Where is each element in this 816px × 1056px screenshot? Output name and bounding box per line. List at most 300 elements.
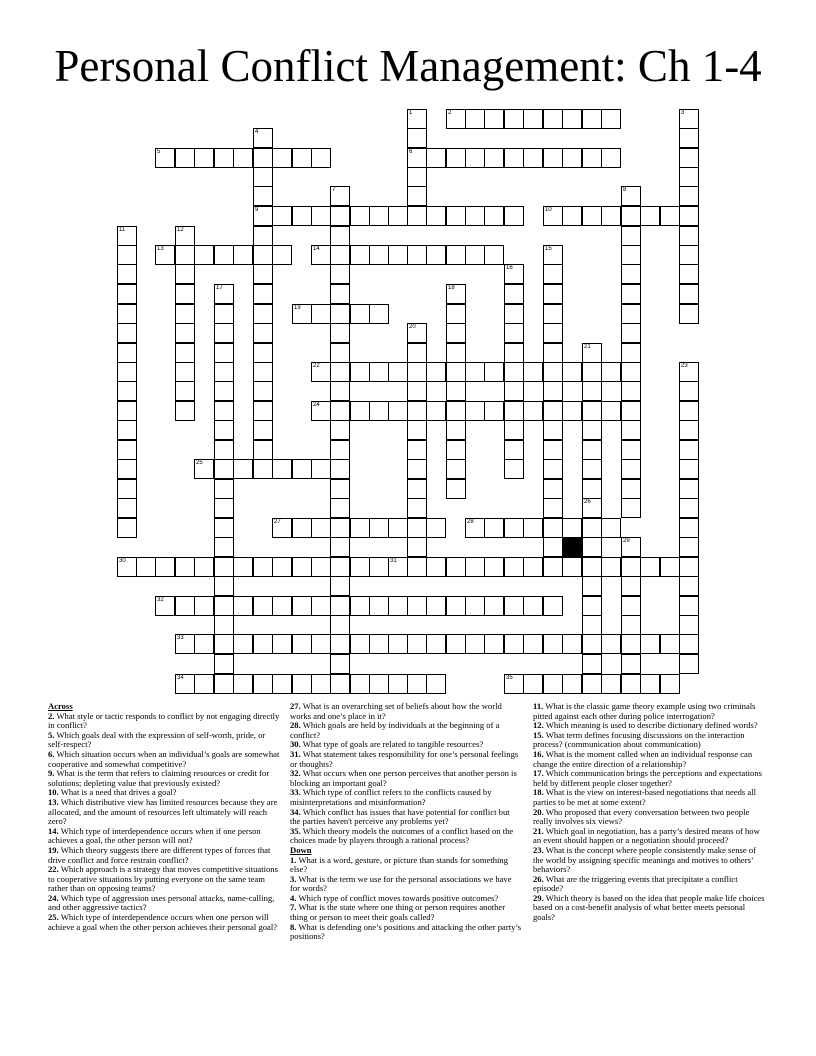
- grid-cell[interactable]: [621, 226, 641, 246]
- grid-cell[interactable]: [621, 420, 641, 440]
- grid-cell[interactable]: [407, 674, 427, 694]
- grid-cell[interactable]: [601, 634, 621, 654]
- grid-cell[interactable]: [679, 167, 699, 187]
- grid-cell[interactable]: [484, 362, 504, 382]
- grid-cell[interactable]: [601, 206, 621, 226]
- grid-cell[interactable]: [330, 440, 350, 460]
- grid-cell[interactable]: [175, 323, 195, 343]
- grid-cell[interactable]: [330, 226, 350, 246]
- grid-cell[interactable]: [388, 634, 408, 654]
- grid-cell[interactable]: [543, 264, 563, 284]
- grid-cell[interactable]: [330, 284, 350, 304]
- grid-cell[interactable]: [214, 148, 234, 168]
- grid-cell[interactable]: [233, 245, 253, 265]
- grid-cell[interactable]: [621, 537, 641, 557]
- grid-cell[interactable]: [621, 323, 641, 343]
- grid-cell[interactable]: [253, 596, 273, 616]
- grid-cell[interactable]: [679, 615, 699, 635]
- grid-cell[interactable]: [214, 537, 234, 557]
- grid-cell[interactable]: [407, 381, 427, 401]
- grid-cell[interactable]: [446, 440, 466, 460]
- grid-cell[interactable]: [640, 557, 660, 577]
- grid-cell[interactable]: [543, 148, 563, 168]
- grid-cell[interactable]: [175, 557, 195, 577]
- grid-cell[interactable]: [175, 401, 195, 421]
- grid-cell[interactable]: [484, 518, 504, 538]
- grid-cell[interactable]: [330, 518, 350, 538]
- grid-cell[interactable]: [214, 576, 234, 596]
- grid-cell[interactable]: [350, 401, 370, 421]
- grid-cell[interactable]: [504, 401, 524, 421]
- grid-cell[interactable]: [562, 674, 582, 694]
- grid-cell[interactable]: [233, 557, 253, 577]
- grid-cell[interactable]: [369, 206, 389, 226]
- grid-cell[interactable]: [117, 479, 137, 499]
- grid-cell[interactable]: [407, 518, 427, 538]
- grid-cell[interactable]: [253, 343, 273, 363]
- grid-cell[interactable]: [407, 557, 427, 577]
- grid-cell[interactable]: [582, 498, 602, 518]
- grid-cell[interactable]: [621, 362, 641, 382]
- grid-cell[interactable]: [465, 518, 485, 538]
- grid-cell[interactable]: [117, 440, 137, 460]
- grid-cell[interactable]: [369, 674, 389, 694]
- grid-cell[interactable]: [175, 343, 195, 363]
- grid-cell[interactable]: [465, 206, 485, 226]
- grid-cell[interactable]: [407, 459, 427, 479]
- grid-cell[interactable]: [679, 537, 699, 557]
- grid-cell[interactable]: [582, 557, 602, 577]
- grid-cell[interactable]: [369, 557, 389, 577]
- grid-cell[interactable]: [388, 362, 408, 382]
- grid-cell[interactable]: [407, 537, 427, 557]
- grid-cell[interactable]: [350, 362, 370, 382]
- grid-cell[interactable]: [117, 245, 137, 265]
- grid-cell[interactable]: [640, 634, 660, 654]
- grid-cell[interactable]: [253, 401, 273, 421]
- grid-cell[interactable]: [660, 206, 680, 226]
- grid-cell[interactable]: [407, 245, 427, 265]
- grid-cell[interactable]: [426, 557, 446, 577]
- grid-cell[interactable]: [426, 245, 446, 265]
- grid-cell[interactable]: [484, 148, 504, 168]
- grid-cell[interactable]: [543, 109, 563, 129]
- grid-cell[interactable]: [292, 674, 312, 694]
- grid-cell[interactable]: [117, 226, 137, 246]
- grid-cell[interactable]: [253, 674, 273, 694]
- grid-cell[interactable]: [484, 596, 504, 616]
- grid-cell[interactable]: [660, 557, 680, 577]
- grid-cell[interactable]: [214, 420, 234, 440]
- grid-cell[interactable]: [311, 459, 331, 479]
- grid-cell[interactable]: [330, 615, 350, 635]
- grid-cell[interactable]: [679, 440, 699, 460]
- grid-cell[interactable]: [175, 245, 195, 265]
- grid-cell[interactable]: [214, 343, 234, 363]
- grid-cell[interactable]: [679, 284, 699, 304]
- grid-cell[interactable]: [426, 674, 446, 694]
- grid-cell[interactable]: [369, 304, 389, 324]
- grid-cell[interactable]: [311, 557, 331, 577]
- grid-cell[interactable]: [214, 654, 234, 674]
- grid-cell[interactable]: [562, 557, 582, 577]
- grid-cell[interactable]: [330, 206, 350, 226]
- grid-cell[interactable]: [582, 343, 602, 363]
- grid-cell[interactable]: [601, 674, 621, 694]
- grid-cell[interactable]: [253, 362, 273, 382]
- grid-cell[interactable]: [214, 498, 234, 518]
- grid-cell[interactable]: [621, 576, 641, 596]
- grid-cell[interactable]: [426, 518, 446, 538]
- grid-cell[interactable]: [582, 206, 602, 226]
- grid-cell[interactable]: [446, 206, 466, 226]
- grid-cell[interactable]: [117, 381, 137, 401]
- grid-cell[interactable]: [679, 654, 699, 674]
- grid-cell[interactable]: [465, 634, 485, 654]
- grid-cell[interactable]: [330, 557, 350, 577]
- grid-cell[interactable]: [504, 634, 524, 654]
- grid-cell[interactable]: [388, 206, 408, 226]
- grid-cell[interactable]: [330, 459, 350, 479]
- grid-cell[interactable]: [621, 343, 641, 363]
- grid-cell[interactable]: [407, 109, 427, 129]
- grid-cell[interactable]: [543, 343, 563, 363]
- grid-cell[interactable]: [233, 674, 253, 694]
- grid-cell[interactable]: [214, 615, 234, 635]
- grid-cell[interactable]: [214, 381, 234, 401]
- grid-cell[interactable]: [543, 634, 563, 654]
- grid-cell[interactable]: [350, 245, 370, 265]
- grid-cell[interactable]: [407, 128, 427, 148]
- grid-cell[interactable]: [504, 284, 524, 304]
- grid-cell[interactable]: [446, 323, 466, 343]
- grid-cell[interactable]: [543, 459, 563, 479]
- grid-cell[interactable]: [446, 284, 466, 304]
- grid-cell[interactable]: [582, 459, 602, 479]
- grid-cell[interactable]: [175, 362, 195, 382]
- grid-cell[interactable]: [175, 226, 195, 246]
- grid-cell[interactable]: [330, 498, 350, 518]
- grid-cell[interactable]: [621, 304, 641, 324]
- grid-cell[interactable]: [253, 557, 273, 577]
- grid-cell[interactable]: [253, 245, 273, 265]
- grid-cell[interactable]: [660, 634, 680, 654]
- grid-cell[interactable]: [330, 186, 350, 206]
- grid-cell[interactable]: [504, 206, 524, 226]
- grid-cell[interactable]: [407, 401, 427, 421]
- grid-cell[interactable]: [679, 557, 699, 577]
- grid-cell[interactable]: [311, 596, 331, 616]
- grid-cell[interactable]: [543, 206, 563, 226]
- grid-cell[interactable]: [292, 634, 312, 654]
- grid-cell[interactable]: [582, 634, 602, 654]
- grid-cell[interactable]: [311, 401, 331, 421]
- grid-cell[interactable]: [543, 381, 563, 401]
- grid-cell[interactable]: [175, 596, 195, 616]
- grid-cell[interactable]: [253, 304, 273, 324]
- grid-cell[interactable]: [330, 674, 350, 694]
- grid-cell[interactable]: [253, 148, 273, 168]
- grid-cell[interactable]: [175, 304, 195, 324]
- grid-cell[interactable]: [330, 596, 350, 616]
- grid-cell[interactable]: [582, 654, 602, 674]
- grid-cell[interactable]: [388, 674, 408, 694]
- grid-cell[interactable]: [311, 634, 331, 654]
- grid-cell[interactable]: [582, 362, 602, 382]
- grid-cell[interactable]: [582, 381, 602, 401]
- grid-cell[interactable]: [330, 323, 350, 343]
- grid-cell[interactable]: [679, 109, 699, 129]
- grid-cell[interactable]: [523, 557, 543, 577]
- grid-cell[interactable]: [330, 537, 350, 557]
- grid-cell[interactable]: [621, 634, 641, 654]
- grid-cell[interactable]: [543, 518, 563, 538]
- grid-cell[interactable]: [562, 148, 582, 168]
- grid-cell[interactable]: [272, 557, 292, 577]
- grid-cell[interactable]: [253, 634, 273, 654]
- grid-cell[interactable]: [272, 674, 292, 694]
- grid-cell[interactable]: [272, 518, 292, 538]
- grid-cell[interactable]: [504, 557, 524, 577]
- grid-cell[interactable]: [426, 362, 446, 382]
- grid-cell[interactable]: [504, 264, 524, 284]
- grid-cell[interactable]: [214, 284, 234, 304]
- grid-cell[interactable]: [446, 634, 466, 654]
- grid-cell[interactable]: [272, 634, 292, 654]
- grid-cell[interactable]: [407, 420, 427, 440]
- grid-cell[interactable]: [330, 634, 350, 654]
- grid-cell[interactable]: [543, 596, 563, 616]
- grid-cell[interactable]: [679, 459, 699, 479]
- grid-cell[interactable]: [292, 459, 312, 479]
- grid-cell[interactable]: [407, 596, 427, 616]
- grid-cell[interactable]: [582, 576, 602, 596]
- grid-cell[interactable]: [543, 498, 563, 518]
- grid-cell[interactable]: [350, 634, 370, 654]
- grid-cell[interactable]: [679, 186, 699, 206]
- grid-cell[interactable]: [621, 459, 641, 479]
- grid-cell[interactable]: [311, 148, 331, 168]
- grid-cell[interactable]: [601, 557, 621, 577]
- grid-cell[interactable]: [330, 264, 350, 284]
- grid-cell[interactable]: [194, 674, 214, 694]
- grid-cell[interactable]: [253, 459, 273, 479]
- grid-cell[interactable]: [311, 674, 331, 694]
- grid-cell[interactable]: [214, 304, 234, 324]
- grid-cell[interactable]: [582, 518, 602, 538]
- grid-cell[interactable]: [253, 128, 273, 148]
- grid-cell[interactable]: [601, 401, 621, 421]
- grid-cell[interactable]: [253, 381, 273, 401]
- grid-cell[interactable]: [621, 654, 641, 674]
- grid-cell[interactable]: [582, 615, 602, 635]
- grid-cell[interactable]: [233, 459, 253, 479]
- grid-cell[interactable]: [272, 596, 292, 616]
- grid-cell[interactable]: [621, 557, 641, 577]
- grid-cell[interactable]: [504, 420, 524, 440]
- grid-cell[interactable]: [601, 518, 621, 538]
- grid-cell[interactable]: [292, 304, 312, 324]
- grid-cell[interactable]: [465, 401, 485, 421]
- grid-cell[interactable]: [175, 264, 195, 284]
- grid-cell[interactable]: [369, 245, 389, 265]
- grid-cell[interactable]: [175, 674, 195, 694]
- grid-cell[interactable]: [621, 479, 641, 499]
- grid-cell[interactable]: [601, 109, 621, 129]
- grid-cell[interactable]: [233, 596, 253, 616]
- grid-cell[interactable]: [446, 596, 466, 616]
- grid-cell[interactable]: [543, 674, 563, 694]
- grid-cell[interactable]: [350, 518, 370, 538]
- grid-cell[interactable]: [194, 634, 214, 654]
- grid-cell[interactable]: [621, 381, 641, 401]
- grid-cell[interactable]: [155, 596, 175, 616]
- grid-cell[interactable]: [504, 323, 524, 343]
- grid-cell[interactable]: [446, 245, 466, 265]
- grid-cell[interactable]: [117, 343, 137, 363]
- grid-cell[interactable]: [446, 557, 466, 577]
- grid-cell[interactable]: [330, 304, 350, 324]
- grid-cell[interactable]: [214, 557, 234, 577]
- grid-cell[interactable]: [311, 518, 331, 538]
- grid-cell[interactable]: [272, 245, 292, 265]
- grid-cell[interactable]: [621, 440, 641, 460]
- grid-cell[interactable]: [543, 537, 563, 557]
- grid-cell[interactable]: [117, 284, 137, 304]
- grid-cell[interactable]: [253, 226, 273, 246]
- grid-cell[interactable]: [253, 440, 273, 460]
- grid-cell[interactable]: [136, 557, 156, 577]
- grid-cell[interactable]: [484, 401, 504, 421]
- grid-cell[interactable]: [621, 596, 641, 616]
- grid-cell[interactable]: [543, 479, 563, 499]
- grid-cell[interactable]: [155, 557, 175, 577]
- grid-cell[interactable]: [679, 245, 699, 265]
- grid-cell[interactable]: [330, 401, 350, 421]
- grid-cell[interactable]: [117, 362, 137, 382]
- grid-cell[interactable]: [504, 381, 524, 401]
- grid-cell[interactable]: [311, 245, 331, 265]
- grid-cell[interactable]: [504, 596, 524, 616]
- grid-cell[interactable]: [407, 343, 427, 363]
- grid-cell[interactable]: [621, 186, 641, 206]
- grid-cell[interactable]: [214, 596, 234, 616]
- grid-cell[interactable]: [117, 264, 137, 284]
- grid-cell[interactable]: [311, 304, 331, 324]
- grid-cell[interactable]: [504, 459, 524, 479]
- grid-cell[interactable]: [484, 245, 504, 265]
- grid-cell[interactable]: [407, 479, 427, 499]
- grid-cell[interactable]: [253, 284, 273, 304]
- grid-cell[interactable]: [292, 596, 312, 616]
- grid-cell[interactable]: [562, 362, 582, 382]
- grid-cell[interactable]: [350, 557, 370, 577]
- grid-cell[interactable]: [679, 206, 699, 226]
- grid-cell[interactable]: [426, 596, 446, 616]
- grid-cell[interactable]: [679, 479, 699, 499]
- grid-cell[interactable]: [117, 420, 137, 440]
- grid-cell[interactable]: [621, 401, 641, 421]
- grid-cell[interactable]: [388, 245, 408, 265]
- grid-cell[interactable]: [562, 109, 582, 129]
- grid-cell[interactable]: [543, 557, 563, 577]
- grid-cell[interactable]: [446, 381, 466, 401]
- grid-cell[interactable]: [117, 557, 137, 577]
- grid-cell[interactable]: [292, 518, 312, 538]
- grid-cell[interactable]: [350, 206, 370, 226]
- grid-cell[interactable]: [330, 479, 350, 499]
- grid-cell[interactable]: [369, 596, 389, 616]
- grid-cell[interactable]: [640, 674, 660, 694]
- grid-cell[interactable]: [253, 323, 273, 343]
- grid-cell[interactable]: [601, 362, 621, 382]
- grid-cell[interactable]: [446, 109, 466, 129]
- grid-cell[interactable]: [621, 615, 641, 635]
- grid-cell[interactable]: [233, 634, 253, 654]
- grid-cell[interactable]: [679, 401, 699, 421]
- grid-cell[interactable]: [523, 634, 543, 654]
- grid-cell[interactable]: [350, 674, 370, 694]
- grid-cell[interactable]: [253, 167, 273, 187]
- grid-cell[interactable]: [523, 518, 543, 538]
- grid-cell[interactable]: [621, 284, 641, 304]
- grid-cell[interactable]: [194, 245, 214, 265]
- grid-cell[interactable]: [504, 518, 524, 538]
- grid-cell[interactable]: [330, 420, 350, 440]
- grid-cell[interactable]: [407, 148, 427, 168]
- grid-cell[interactable]: [446, 420, 466, 440]
- grid-cell[interactable]: [388, 557, 408, 577]
- grid-cell[interactable]: [679, 381, 699, 401]
- grid-cell[interactable]: [621, 264, 641, 284]
- grid-cell[interactable]: [562, 401, 582, 421]
- grid-cell[interactable]: [426, 206, 446, 226]
- grid-cell[interactable]: [214, 518, 234, 538]
- grid-cell[interactable]: [562, 518, 582, 538]
- grid-cell[interactable]: [233, 148, 253, 168]
- grid-cell[interactable]: [194, 596, 214, 616]
- grid-cell[interactable]: [446, 304, 466, 324]
- grid-cell[interactable]: [562, 634, 582, 654]
- grid-cell[interactable]: [407, 186, 427, 206]
- grid-cell[interactable]: [679, 264, 699, 284]
- grid-cell[interactable]: [117, 518, 137, 538]
- grid-cell[interactable]: [679, 576, 699, 596]
- grid-cell[interactable]: [582, 674, 602, 694]
- grid-cell[interactable]: [175, 634, 195, 654]
- grid-cell[interactable]: [117, 401, 137, 421]
- grid-cell[interactable]: [601, 148, 621, 168]
- grid-cell[interactable]: [350, 596, 370, 616]
- grid-cell[interactable]: [621, 206, 641, 226]
- grid-cell[interactable]: [543, 323, 563, 343]
- grid-cell[interactable]: [523, 362, 543, 382]
- grid-cell[interactable]: [679, 518, 699, 538]
- grid-cell[interactable]: [582, 420, 602, 440]
- grid-cell[interactable]: [369, 634, 389, 654]
- grid-cell[interactable]: [407, 167, 427, 187]
- grid-cell[interactable]: [582, 148, 602, 168]
- grid-cell[interactable]: [465, 245, 485, 265]
- grid-cell[interactable]: [679, 128, 699, 148]
- grid-cell[interactable]: [426, 634, 446, 654]
- grid-cell[interactable]: [117, 323, 137, 343]
- grid-cell[interactable]: [253, 186, 273, 206]
- grid-cell[interactable]: [504, 109, 524, 129]
- grid-cell[interactable]: [582, 401, 602, 421]
- grid-cell[interactable]: [484, 634, 504, 654]
- grid-cell[interactable]: [465, 557, 485, 577]
